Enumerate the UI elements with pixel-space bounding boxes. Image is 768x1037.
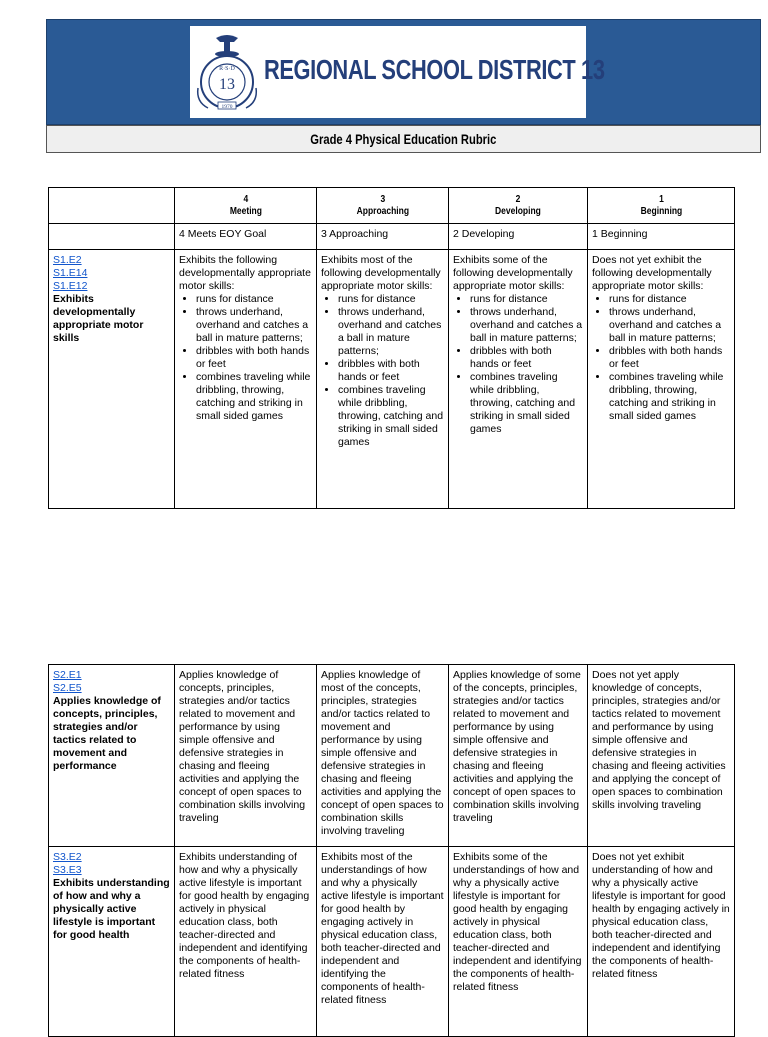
list-item: • runs for distance — [470, 293, 583, 306]
rubric-cell-3: Exhibits most of the understandings of how and why a physically active lifestyle is important for good health by engaging actively in physical education class, both teacher-directed and independent and identifying the components of health-related fitness — [317, 847, 449, 1037]
standard-link[interactable]: S1.E14 — [53, 267, 88, 279]
list-item: • combines traveling while dribbling, throwing, catching and striking in small sided games — [338, 384, 444, 449]
level-header-4: 4 Meeting — [175, 188, 317, 224]
skill-list — [179, 293, 312, 423]
district-seal-icon — [194, 32, 260, 114]
goal-cell-4: 4 Meets EOY Goal — [175, 224, 317, 250]
cell-intro: Does not yet exhibit the following developmentally appropriate motor skills: — [592, 254, 712, 292]
standard-link[interactable]: S1.E12 — [53, 280, 88, 292]
skill-description: Exhibits developmentally appropriate motor skills — [53, 293, 144, 344]
skill-description: Applies knowledge of concepts, principles, strategies and/or tactics related to movement and performance — [53, 695, 161, 772]
goal-row — [49, 224, 735, 250]
list-item: • combines traveling while dribbling, throwing, catching and striking in small sided games — [196, 371, 312, 423]
level-header-1: 1 Beginning — [588, 188, 735, 224]
list-item: • runs for distance — [338, 293, 444, 306]
skill-description: Exhibits understanding of how and why a physically active lifestyle is important for good health — [53, 877, 170, 941]
goal-cell-3: 3 Approaching — [317, 224, 449, 250]
rubric-cell-2: Exhibits some of the understandings of how and why a physically active lifestyle is important for good health by engaging actively in physical education class, both teacher-directed and independent and identifying the components of health-related fitness — [449, 847, 588, 1037]
table-row — [49, 665, 735, 847]
goal-cell-1: 1 Beginning — [588, 224, 735, 250]
list-item: • throws underhand, overhand and catches a ball in mature patterns; — [470, 306, 583, 345]
goal-cell-2: 2 Developing — [449, 224, 588, 250]
standard-link[interactable]: S3.E2 — [53, 851, 82, 863]
cell-intro: Exhibits most of the following developmentally appropriate motor skills: — [321, 254, 441, 292]
rubric-cell-3 — [317, 250, 449, 509]
district-logo — [190, 26, 605, 118]
level-header-2: 2 Developing — [449, 188, 588, 224]
list-item: • dribbles with both hands or feet — [609, 345, 730, 371]
standard-cell — [49, 847, 175, 1037]
rubric-title-bar — [46, 125, 761, 153]
standard-cell — [49, 250, 175, 509]
svg-text:1970: 1970 — [221, 104, 233, 110]
list-item: • dribbles with both hands or feet — [338, 358, 444, 384]
svg-text:R·S·D: R·S·D — [219, 66, 235, 72]
rubric-cell-3: Applies knowledge of most of the concepts, principles, strategies and/or tactics related to movement and performance by using simple offensive and defensive strategies in chasing and fleeing activities and applying the concept of open spaces to combination skills involving traveling — [317, 665, 449, 847]
standard-link[interactable]: S1.E2 — [53, 254, 82, 266]
empty-goal-cell — [49, 224, 175, 250]
rubric-cell-4 — [175, 250, 317, 509]
standard-link[interactable]: S2.E5 — [53, 682, 82, 694]
level-header-row — [49, 188, 735, 224]
empty-header-cell — [49, 188, 175, 224]
standard-cell — [49, 665, 175, 847]
table-row — [49, 847, 735, 1037]
rubric-table-top — [48, 187, 735, 509]
rubric-cell-1: Does not yet apply knowledge of concepts, principles, strategies and/or tactics related to movement and performance by using simple offensive and defensive strategies in chasing and fleeing activities and applying the concept of open spaces to combination skills involving traveling — [588, 665, 735, 847]
list-item: • combines traveling while dribbling, throwing, catching and striking in small sided games — [609, 371, 730, 423]
table-row — [49, 250, 735, 509]
rubric-cell-1: Does not yet exhibit understanding of how and why a physically active lifestyle is important for good health by engaging actively in physical education class, both teacher-directed and independent and identifying the components of health-related fitness — [588, 847, 735, 1037]
list-item: • throws underhand, overhand and catches a ball in mature patterns; — [196, 306, 312, 345]
cell-intro: Exhibits the following developmentally appropriate motor skills: — [179, 254, 311, 292]
standard-link[interactable]: S2.E1 — [53, 669, 82, 681]
skill-list — [592, 293, 730, 423]
cell-intro: Exhibits some of the following developmentally appropriate motor skills: — [453, 254, 573, 292]
rubric-table-bottom — [48, 664, 735, 1037]
rubric-cell-1 — [588, 250, 735, 509]
list-item: • dribbles with both hands or feet — [470, 345, 583, 371]
standard-link[interactable]: S3.E3 — [53, 864, 82, 876]
svg-text:13: 13 — [219, 76, 235, 93]
level-header-3: 3 Approaching — [317, 188, 449, 224]
rubric-cell-4: Applies knowledge of concepts, principles, strategies and/or tactics related to movement and performance by using simple offensive and defensive strategies in chasing and fleeing activities and applying the concept of open spaces to combination skills involving traveling — [175, 665, 317, 847]
list-item: • runs for distance — [609, 293, 730, 306]
list-item: • runs for distance — [196, 293, 312, 306]
list-item: • throws underhand, overhand and catches a ball in mature patterns; — [609, 306, 730, 345]
skill-list — [453, 293, 583, 436]
list-item: • dribbles with both hands or feet — [196, 345, 312, 371]
rubric-title: Grade 4 Physical Education Rubric — [310, 131, 497, 147]
rubric-cell-2: Applies knowledge of some of the concepts, principles, strategies and/or tactics related to movement and performance by using simple offensive and defensive strategies in chasing and fleeing activities and applying the concept of open spaces to combination skills involving traveling — [449, 665, 588, 847]
district-name: REGIONAL SCHOOL DISTRICT 13 — [264, 54, 605, 85]
skill-list — [321, 293, 444, 449]
list-item: • combines traveling while dribbling, throwing, catching and striking in small sided games — [470, 371, 583, 436]
list-item: • throws underhand, overhand and catches a ball in mature patterns; — [338, 306, 444, 358]
rubric-cell-2 — [449, 250, 588, 509]
rubric-cell-4: Exhibits understanding of how and why a physically active lifestyle is important for good health by engaging actively in physical education class, both teacher-directed and independent and identifying the components of health-related fitness — [175, 847, 317, 1037]
